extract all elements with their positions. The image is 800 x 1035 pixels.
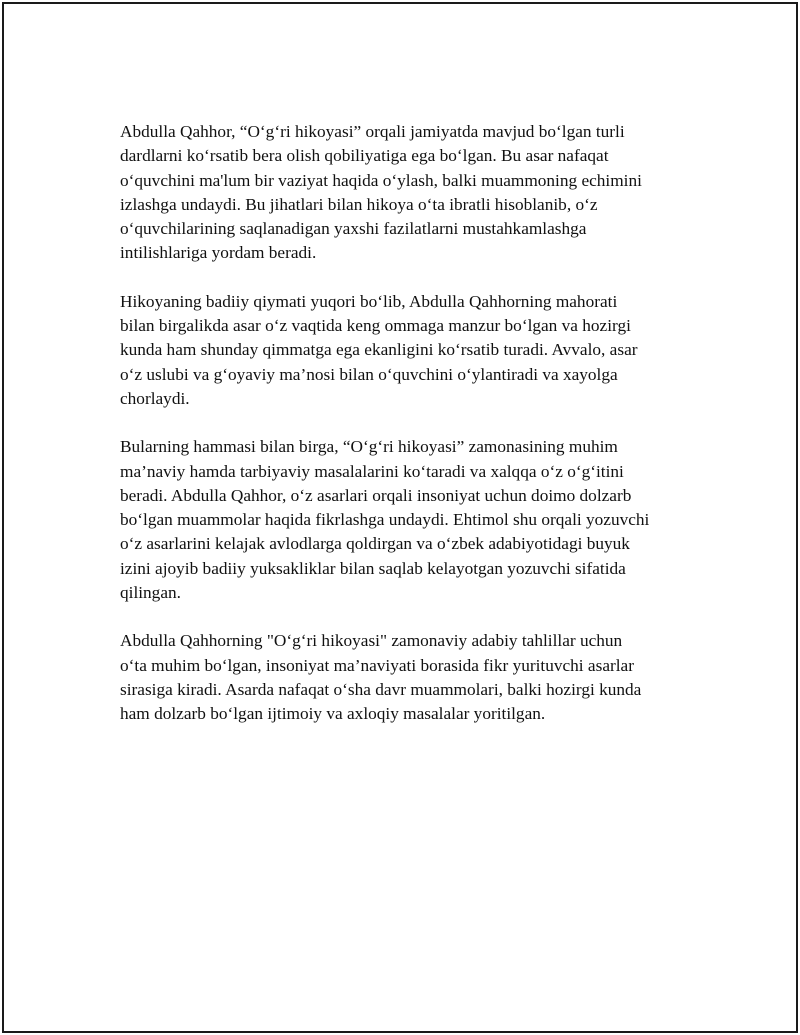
paragraph-1	[120, 120, 692, 266]
document-body	[120, 120, 692, 751]
text-line: ham dolzarb bo‘lgan ijtimoiy va axloqiy masalalar yoritilgan.	[120, 704, 546, 724]
text-line: Bularning hammasi bilan birga, “O‘g‘ri hikoyasi” zamonasining muhim	[120, 437, 618, 457]
text-line: kunda ham shunday qimmatga ega ekanligini ko‘rsatib turadi. Avvalo, asar	[120, 340, 638, 360]
text-line: Abdulla Qahhorning "O‘g‘ri hikoyasi" zamonaviy adabiy tahlillar uchun	[120, 631, 623, 651]
text-line: o‘quvchini ma'lum bir vaziyat haqida o‘ylash, balki muammoning echimini	[120, 170, 642, 190]
text-line: chorlaydi.	[120, 388, 190, 408]
text-line: Hikoyaning badiiy qiymati yuqori bo‘lib, Abdulla Qahhorning mahorati	[120, 291, 618, 311]
text-line: qilingan.	[120, 583, 181, 603]
text-line: o‘z asarlarini kelajak avlodlarga qoldirgan va o‘zbek adabiyotidagi buyuk	[120, 534, 630, 554]
paragraph-4	[120, 629, 692, 726]
text-line: izini ajoyib badiiy yuksakliklar bilan saqlab kelayotgan yozuvchi sifatida	[120, 558, 626, 578]
text-line: bilan birgalikda asar o‘z vaqtida keng ommaga manzur bo‘lgan va hozirgi	[120, 316, 631, 336]
text-line: bo‘lgan muammolar haqida fikrlashga undaydi. Ehtimol shu orqali yozuvchi	[120, 510, 650, 530]
text-line: izlashga undaydi. Bu jihatlari bilan hikoya o‘ta ibratli hisoblanib, o‘z	[120, 194, 598, 214]
paragraph-3	[120, 435, 692, 605]
text-line: dardlarni ko‘rsatib bera olish qobiliyatiga ega bo‘lgan. Bu asar nafaqat	[120, 146, 609, 166]
text-line: sirasiga kiradi. Asarda nafaqat o‘sha davr muammolari, balki hozirgi kunda	[120, 679, 642, 699]
text-line: ma’naviy hamda tarbiyaviy masalalarini ko‘taradi va xalqqa o‘z o‘g‘itini	[120, 461, 624, 481]
text-line: o‘z uslubi va g‘oyaviy ma’nosi bilan o‘quvchini o‘ylantiradi va xayolga	[120, 364, 618, 384]
text-line: o‘quvchilarining saqlanadigan yaxshi fazilatlarni mustahkamlashga	[120, 219, 587, 239]
text-line: Abdulla Qahhor, “O‘g‘ri hikoyasi” orqali jamiyatda mavjud bo‘lgan turli	[120, 122, 625, 141]
page-frame	[2, 2, 798, 1033]
text-line: intilishlariga yordam beradi.	[120, 243, 317, 263]
text-line: beradi. Abdulla Qahhor, o‘z asarlari orqali insoniyat uchun doimo dolzarb	[120, 485, 632, 505]
paragraph-2	[120, 290, 692, 411]
text-line: o‘ta muhim bo‘lgan, insoniyat ma’naviyati borasida fikr yurituvchi asarlar	[120, 655, 634, 675]
